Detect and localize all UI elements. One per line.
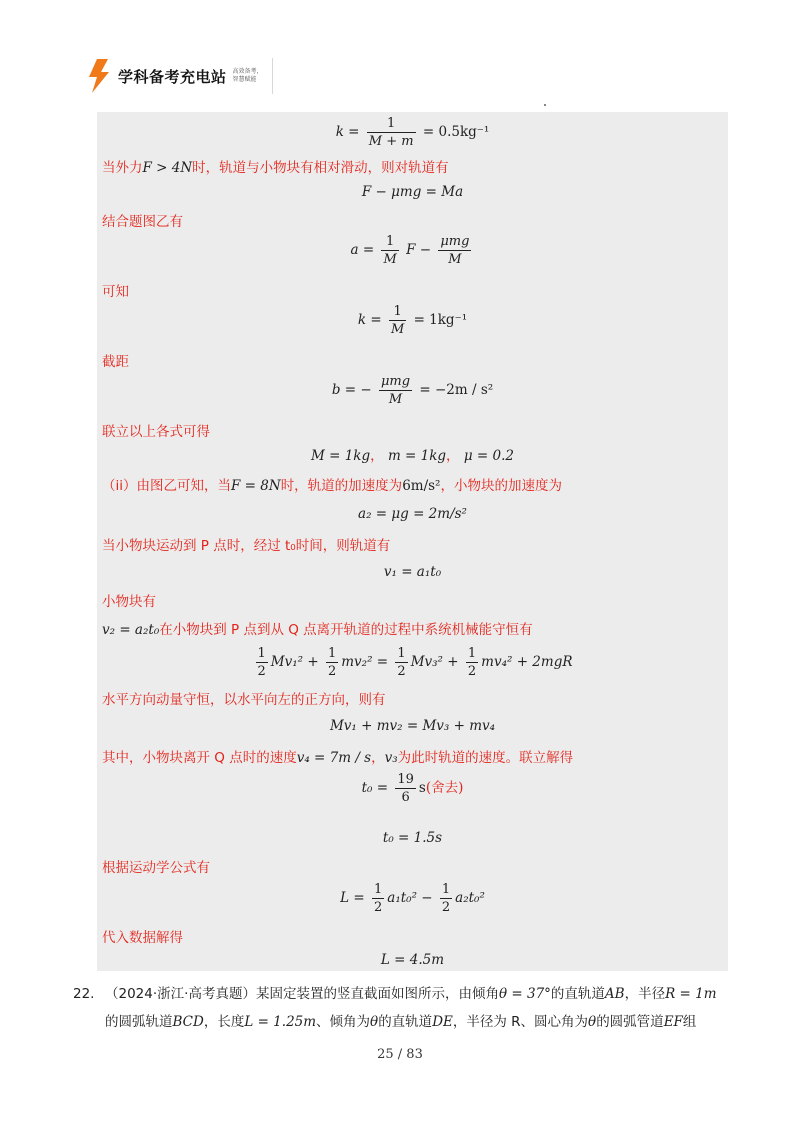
equation-length-result: L = 4.5m	[380, 952, 445, 968]
solution-block	[97, 112, 728, 971]
equation-k-mass: k = $\frac{1}{M}$ = 1kg⁻¹	[357, 304, 468, 337]
brand-title: 学科备考充电站	[118, 67, 227, 86]
equation-energy-conservation: $\frac{1}{2}$ Mv₁² + $\frac{1}{2}$ mv₂² = $\frac{1}{2}$ Mv₃² + $\frac{1}{2}$ mv₄² + 2mgR	[257, 646, 573, 679]
equation-t0: t₀ = 1.5s	[382, 830, 443, 846]
problem-line-1: 22. （2024·浙江·高考真题）某固定装置的竖直截面如图所示，由倾角θ = 37°的直轨道AB，半径R = 1m	[73, 980, 733, 1008]
text-line: 结合题图乙有	[102, 214, 183, 230]
dot-mark	[544, 104, 546, 106]
problem-22	[73, 980, 733, 1036]
text-line: 代入数据解得	[102, 930, 183, 946]
equation-results: M = 1kg， m = 1kg， μ = 0.2	[311, 448, 514, 464]
text-line: 截距	[102, 354, 129, 370]
equation-acceleration: a = $\frac{1}{M}$ F − $\frac{\text{μmg}}{M}$	[350, 234, 470, 267]
text-line: 当外力F > 4N时，轨道与小物块有相对滑动，则对轨道有	[102, 160, 449, 176]
lightning-bolt-icon	[88, 59, 110, 93]
equation-a2: a₂ = μg = 2m/s²	[358, 506, 467, 522]
text-line: 当小物块运动到 P 点时，经过 t₀时间，则轨道有	[102, 538, 391, 554]
header-divider	[272, 58, 273, 94]
text-line: 水平方向动量守恒，以水平向左的正方向，则有	[102, 692, 386, 708]
text-line: （ii）由图乙可知，当F = 8N时，轨道的加速度为6m/s²，小物块的加速度为	[102, 478, 562, 494]
brand-header	[88, 56, 267, 96]
equation-intercept: b = − $\frac{\text{μmg}}{M}$ = −2m / s²	[331, 374, 494, 407]
text-line: 可知	[102, 284, 129, 300]
problem-line-2: 的圆弧轨道BCD，长度L = 1.25m、倾角为θ的直轨道DE，半径为 R、圆心角为θ的圆弧管道EF组	[105, 1014, 697, 1030]
equation-t0-rejected: t₀ = $\frac{19}{6}$ s(舍去)	[361, 772, 464, 805]
equation-length: L = $\frac{1}{2}$ a₁t₀² − $\frac{1}{2}$ a₂t₀²	[340, 882, 485, 915]
equation-momentum: Mv₁ + mv₂ = Mv₃ + mv₄	[329, 718, 496, 734]
text-line: v₂ = a₂t₀在小物块到 P 点到从 Q 点离开轨道的过程中系统机械能守恒有	[102, 622, 533, 638]
equation-newton: F − μmg = Ma	[361, 184, 464, 200]
text-line: 根据运动学公式有	[102, 860, 210, 876]
page-number: 25 / 83	[377, 1047, 423, 1062]
brand-slogan: 高效备考，智慧赋能	[232, 68, 263, 83]
text-line: 联立以上各式可得	[102, 424, 210, 440]
text-line: 小物块有	[102, 594, 156, 610]
equation-k-value: k = $\frac{1}{M + m}$ = 0.5kg⁻¹	[335, 116, 490, 149]
text-line: 其中，小物块离开 Q 点时的速度v₄ = 7m / s，v₃为此时轨道的速度。联立解得	[102, 750, 574, 766]
problem-number: 22.	[73, 986, 95, 1002]
equation-v1: v₁ = a₁t₀	[383, 564, 442, 580]
